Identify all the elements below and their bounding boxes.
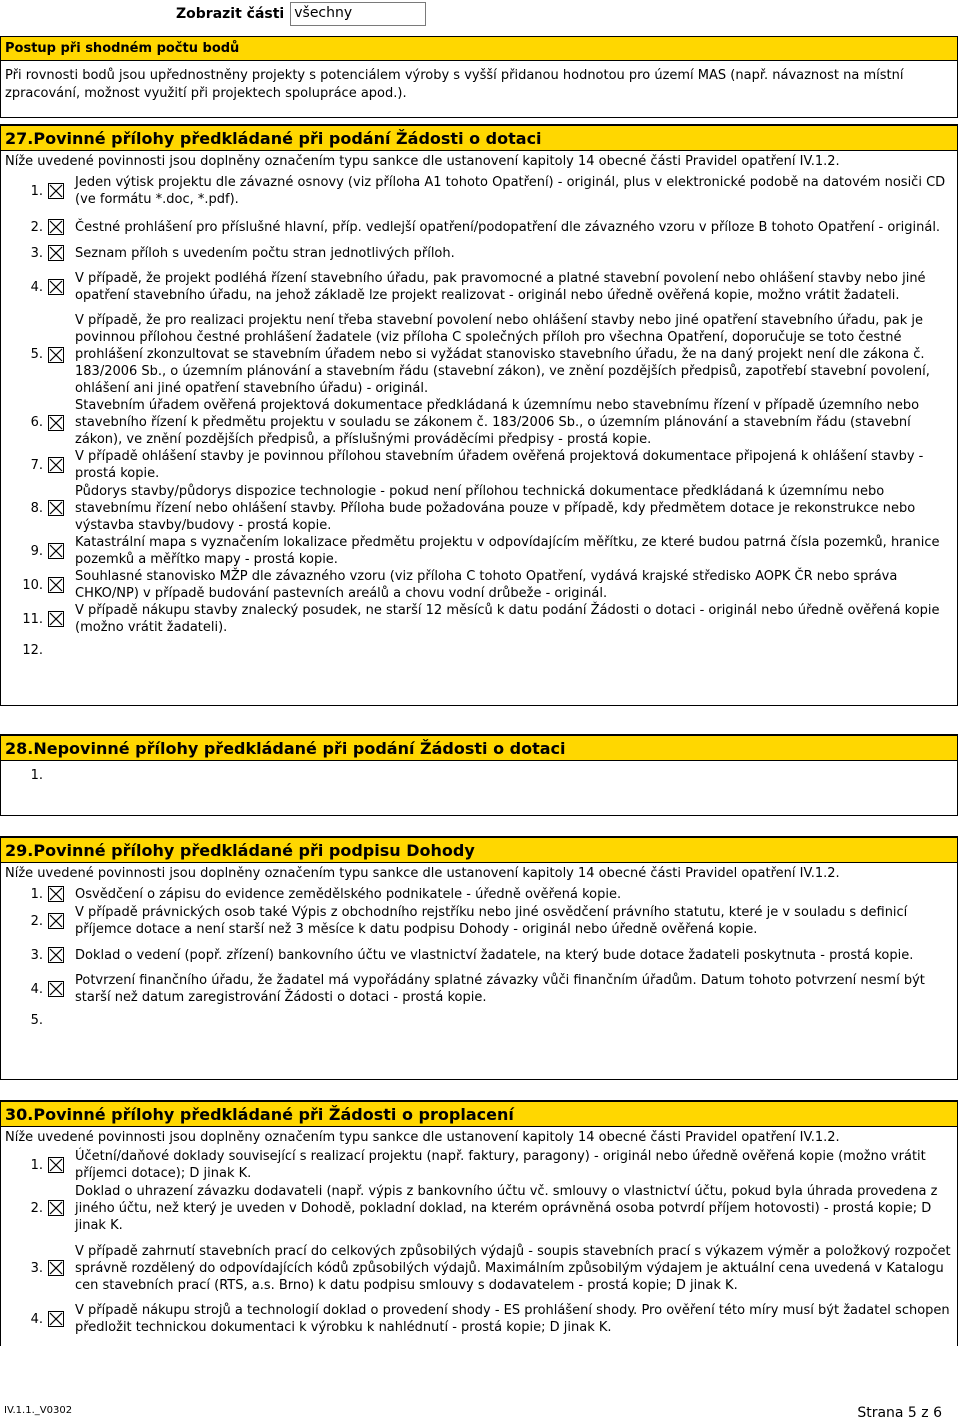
list-item (1, 482, 957, 534)
page-number: Strana 5 z 6 (857, 1405, 942, 1421)
list-item (1, 397, 957, 448)
section-title: 29.Povinné přílohy předkládané při podpisu Dohody (1, 837, 957, 863)
checkbox-checked-icon[interactable] (47, 244, 65, 262)
list-item (1, 904, 957, 938)
checkbox-checked-icon[interactable] (47, 946, 65, 964)
section-tie-procedure (0, 36, 958, 118)
list-item (1, 1182, 957, 1234)
list-item (1, 636, 957, 664)
item-number: 4. (30, 981, 43, 997)
section-intro: Níže uvedené povinnosti jsou doplněny označením typu sankce dle ustanovení kapitoly 14 obecné části Pravidel opatření IV.1.2. (5, 1130, 840, 1145)
item-text: Potvrzení finančního úřadu, že žadatel má vypořádány splatné závazky vůči finančním úřadům. Datum tohoto potvrzení nesmí být starší než datum zaregistrování Žádosti o dotaci - prostá kopie. (75, 973, 925, 1005)
attachment-list (1, 172, 957, 664)
list-item (1, 244, 957, 262)
item-text: Souhlasné stanovisko MŽP dle závazného vzoru (viz příloha C tohoto Opatření, vydává krajské středisko AOPK ČR nebo správa CHKO/NP) v případě budování pastevních areálů a chovu vodní drůbeže - originál. (75, 569, 898, 601)
attachment-list (1, 761, 957, 789)
item-text: V případě ohlášení stavby je povinnou přílohou stavebním úřadem ověřená projektová dokumentace připojená k ohlášení stavby - prostá kopie. (75, 449, 924, 481)
item-text: Doklad o vedení (popř. zřízení) bankovního účtu ve vlastnictví žadatele, na který bude dotace žadateli poskytnuta - prostá kopie. (75, 947, 914, 963)
item-number: 5. (30, 347, 43, 362)
checkbox-checked-icon[interactable] (47, 1259, 65, 1277)
item-text: V případě, že pro realizaci projektu není třeba stavební povolení nebo ohlášení stavby nebo jiné opatření stavebního úřadu, pak je povinnou přílohou čestné prohlášení žadatele (viz příloha C společných příloh pro všechna Opatření, doporučuje se toto čestné prohlášení zkonzultovat se stavebním úřadem nebo si vyžádat stanovisko stavebního úřadu, že na daný projekt není dle zákona č. 183/2006 Sb., o územním plánování a stavebním řádu (stavební zákon), ve znění pozdějších předpisů, zapotřebí stavební povolení, ohlášení ani jiné opatření stavebního úřadu) - originál. (75, 313, 930, 396)
checkbox-checked-icon[interactable] (47, 576, 65, 594)
list-item (1, 312, 957, 397)
checkbox-checked-icon[interactable] (47, 218, 65, 236)
list-item (1, 761, 957, 789)
item-text: V případě nákupu strojů a technologií doklad o provedení shody - ES prohlášení shody. Pro ověření této míry musí být žadatel schopen předložit technickou dokumentaci k výrobku k nahlédnutí - prostá kopie; D jinak K. (75, 1303, 950, 1335)
checkbox-checked-icon[interactable] (47, 885, 65, 903)
section-mandatory-attachments-agreement (0, 836, 958, 1080)
list-item (1, 1302, 957, 1336)
list-item (1, 210, 957, 244)
item-text: Seznam příloh s uvedením počtu stran jednotlivých příloh. (75, 245, 455, 261)
list-item (1, 938, 957, 972)
checkbox-checked-icon[interactable] (47, 456, 65, 474)
checkbox-checked-icon[interactable] (47, 1310, 65, 1328)
item-number: 2. (30, 913, 43, 929)
list-item (1, 172, 957, 210)
section-intro: Níže uvedené povinnosti jsou doplněny označením typu sankce dle ustanovení kapitoly 14 obecné části Pravidel opatření IV.1.2. (5, 866, 840, 881)
checkbox-checked-icon[interactable] (47, 610, 65, 628)
item-number: 1. (30, 183, 43, 199)
list-item (1, 568, 957, 602)
item-text: V případě nákupu stavby znalecký posudek, ne starší 12 měsíců k datu podání Žádosti o dotaci - originál nebo úředně ověřená kopie (možno vrátit žadateli). (75, 603, 940, 635)
item-number: 1. (30, 1157, 43, 1173)
section-title: Postup při shodném počtu bodů (1, 37, 957, 61)
checkbox-checked-icon[interactable] (47, 542, 65, 560)
list-item (1, 602, 957, 636)
item-text: Jeden výtisk projektu dle závazné osnovy (viz příloha A1 tohoto Opatření) - originál, plus v elektronické podobě na datovém nosiči CD (ve formátu *.doc, *.pdf). (75, 175, 946, 207)
item-number: 4. (30, 1311, 43, 1327)
filter-select[interactable]: všechny (290, 2, 426, 26)
item-number: 2. (30, 1200, 43, 1216)
filter-label: Zobrazit části (176, 6, 285, 22)
item-number: 11. (22, 611, 43, 627)
checkbox-checked-icon[interactable] (47, 1011, 65, 1029)
item-number: 1. (30, 767, 43, 783)
list-item (1, 534, 957, 568)
checkbox-checked-icon[interactable] (47, 980, 65, 998)
item-text: V případě právnických osob také Výpis z obchodního rejstříku nebo jiné osvědčení právního statutu, které je v souladu s definicí příjemce dotace a není starší než 3 měsíce k datu podpisu Dohody - originál nebo úředně ověřená kopie. (75, 905, 908, 937)
section-mandatory-attachments-application (0, 124, 958, 706)
item-text: Čestné prohlášení pro příslušné hlavní, příp. vedlejší opatření/podopatření dle závazného vzoru v příloze B tohoto Opatření - originál. (75, 219, 941, 235)
document-code: IV.1.1._V0302 (4, 1405, 73, 1416)
item-number: 5. (30, 1012, 43, 1028)
item-text: Půdorys stavby/půdorys dispozice technologie - pokud není přílohou technická dokumentace předkládaná k územnímu nebo stavebnímu řízení nebo ohlášení stavby. Příloha bude požadována pouze v případě, kdy předmětem dotace je rekonstrukce nebo výstavba stavby/budovy - prostá kopie. (75, 483, 916, 533)
list-item (1, 1006, 957, 1034)
filter-bar (176, 2, 426, 26)
checkbox-checked-icon[interactable] (47, 499, 65, 517)
section-title: 30.Povinné přílohy předkládané při Žádosti o proplacení (1, 1101, 957, 1127)
item-text: V případě, že projekt podléhá řízení stavebního úřadu, pak pravomocné a platné stavební povolení nebo ohlášení stavby nebo jiné opatření stavebního úřadu, na jehož základě lze projekt realizovat - originál nebo úředně ověřená kopie, možno vrátit žadateli. (75, 271, 926, 303)
section-mandatory-attachments-payment (0, 1100, 958, 1346)
checkbox-checked-icon[interactable] (47, 414, 65, 432)
item-number: 3. (30, 245, 43, 261)
list-item (1, 1148, 957, 1182)
attachment-list (1, 1148, 957, 1336)
item-number: 4. (30, 279, 43, 295)
item-text: Katastrální mapa s vyznačením lokalizace předmětu projektu v odpovídajícím měřítku, ze které budou patrná čísla pozemků, hranice pozemků a měřítko mapy - prostá kopie. (75, 535, 940, 567)
list-item (1, 972, 957, 1006)
item-number: 10. (22, 577, 43, 593)
checkbox-checked-icon[interactable] (47, 182, 65, 200)
item-text: Osvědčení o zápisu do evidence zemědělského podnikatele - úředně ověřená kopie. (75, 886, 622, 902)
section-intro: Níže uvedené povinnosti jsou doplněny označením typu sankce dle ustanovení kapitoly 14 obecné části Pravidel opatření IV.1.2. (5, 154, 840, 169)
item-number: 7. (30, 457, 43, 473)
list-item (1, 1234, 957, 1302)
item-text: Účetní/daňové doklady související s realizací projektu (např. faktury, paragony) - originál nebo úředně ověřená kopie (možno vrátit příjemci dotace); D jinak K. (75, 1149, 926, 1181)
section-title: 27.Povinné přílohy předkládané při podání Žádosti o dotaci (1, 125, 957, 151)
checkbox-checked-icon[interactable] (47, 1156, 65, 1174)
checkbox-checked-icon[interactable] (47, 912, 65, 930)
item-number: 2. (30, 219, 43, 235)
item-number: 3. (30, 947, 43, 963)
item-text: Doklad o uhrazení závazku dodavateli (např. výpis z bankovního účtu vč. smlouvy o vlastnictví účtu, pokud byla úhrada provedena z jiného účtu, než který je uveden v Dohodě, pokladní doklad, na kterém oprávněná osoba potvrdí příjem hotovosti) - prostá kopie; D jinak K. (75, 1183, 938, 1233)
item-number: 3. (30, 1260, 43, 1276)
attachment-list (1, 884, 957, 1034)
section-title: 28.Nepovinné přílohy předkládané při podání Žádosti o dotaci (1, 735, 957, 761)
list-item (1, 262, 957, 312)
item-number: 1. (30, 886, 43, 902)
item-number: 12. (22, 642, 43, 658)
section-text: Při rovnosti bodů jsou upřednostněny projekty s potenciálem výroby s vyšší přidanou hodnotou pro území MAS (např. návaznost na místní zpracování, možnost využití při projektech spolupráce apod.). (5, 68, 904, 101)
checkbox-checked-icon[interactable] (47, 346, 65, 364)
item-number: 9. (30, 543, 43, 559)
list-item (1, 884, 957, 904)
section-optional-attachments (0, 734, 958, 816)
item-text: V případě zahrnutí stavebních prací do celkových způsobilých výdajů - soupis stavebních prací s výkazem výměr a položkový rozpočet správně rozdělený do odpovídajících kódů způsobilých výdajů. Maximálním způsobilým výdajem je aktuální cena uvedená v Katalogu cen stavebních prací (RTS, a.s. Brno) k datu podpisu smlouvy s dodavatelem - prostá kopie; D jinak K. (75, 1243, 951, 1293)
item-text: Stavebním úřadem ověřená projektová dokumentace předkládaná k územnímu nebo stavebnímu řízení v případě územního nebo stavebního řízení k předmětu projektu v souladu se zákonem č. 183/2006 Sb., o územním plánování a stavebním řádu (stavební zákon), ve znění pozdějších předpisů, a příslušnými prováděcími předpisy - prostá kopie. (75, 398, 920, 447)
item-number: 6. (30, 415, 43, 430)
item-number: 8. (30, 500, 43, 516)
list-item (1, 448, 957, 482)
checkbox-checked-icon[interactable] (47, 641, 65, 659)
checkbox-checked-icon[interactable] (47, 278, 65, 296)
checkbox-checked-icon[interactable] (47, 1199, 65, 1217)
checkbox-checked-icon[interactable] (47, 766, 65, 784)
